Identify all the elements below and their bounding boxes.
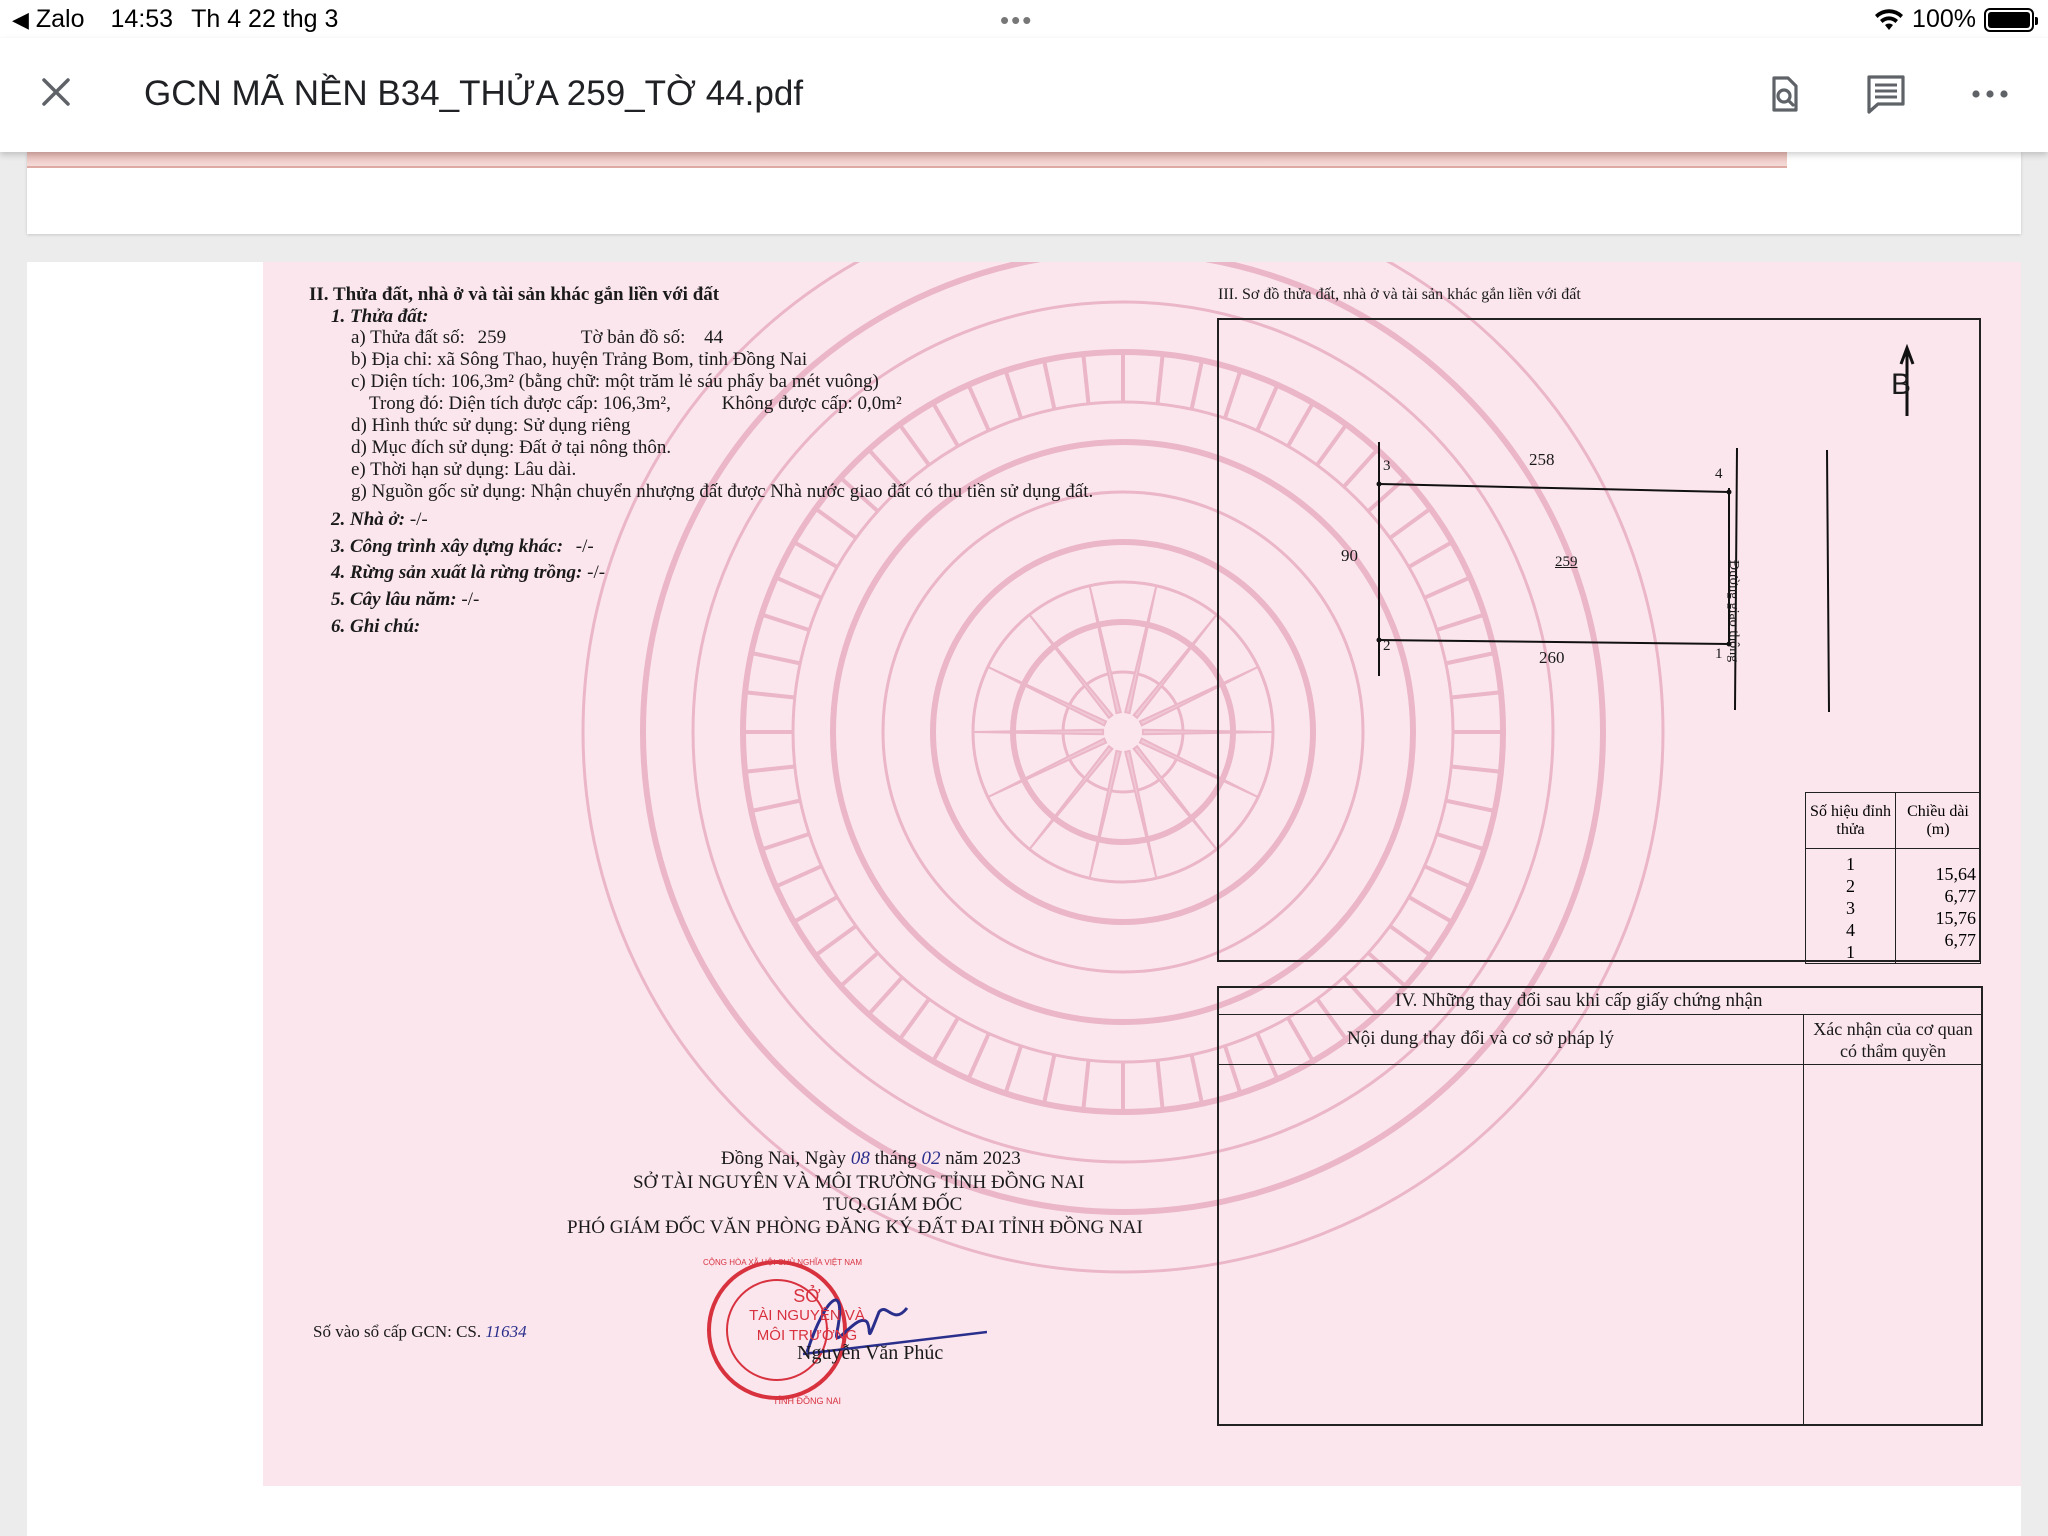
table-row: 15,76 xyxy=(1935,908,1976,928)
drum-pattern xyxy=(841,953,878,986)
map-sheet-label: Tờ bản đồ số: xyxy=(580,327,686,348)
drum-pattern xyxy=(816,926,856,955)
divider xyxy=(1219,1014,1981,1015)
parcel-number: 259 xyxy=(477,327,507,348)
close-icon[interactable] xyxy=(38,74,74,110)
other-construction-value: -/- xyxy=(575,536,594,557)
back-app-label: Zalo xyxy=(35,5,85,33)
table-row: 1 xyxy=(1846,942,1855,962)
seal-text-1: SỞ xyxy=(793,1286,821,1306)
vertex-2-label: 2 xyxy=(1383,638,1391,654)
issue-day: 08 xyxy=(850,1148,870,1169)
register-line xyxy=(313,1322,527,1342)
app-bar xyxy=(0,38,2048,152)
area-granted: Trong đó: Diện tích được cấp: 106,3m², xyxy=(369,393,671,414)
vertex-3-label: 3 xyxy=(1383,458,1391,474)
area-line: c) Diện tích: 106,3m² (bằng chữ: một trăm lẻ sáu phẩy ba mét vuông) xyxy=(351,371,879,392)
table-row: 15,64 xyxy=(1935,864,1976,884)
drum-pattern xyxy=(900,999,929,1039)
section-2 xyxy=(309,284,1209,584)
perennial-value: -/- xyxy=(461,589,480,610)
land-parcel-heading: 1. Thửa đất: xyxy=(331,306,429,327)
drum-pattern xyxy=(776,866,822,886)
map-sheet-number: 44 xyxy=(704,327,724,348)
seal-text-2: TÀI NGUYÊN VÀ xyxy=(749,1307,865,1324)
house-label: 2. Nhà ở: xyxy=(331,509,406,530)
drum-pattern xyxy=(933,1018,958,1061)
notes-label: 6. Ghi chú: xyxy=(331,616,421,637)
battery-icon xyxy=(1984,8,2034,32)
drum-pattern xyxy=(745,692,795,697)
use-purpose-line: d) Mục đích sử dụng: Đất ở tại nông thôn. xyxy=(351,437,672,458)
battery-fill xyxy=(1988,12,2030,28)
month-label: tháng xyxy=(874,1148,917,1169)
table-row: 6,77 xyxy=(1944,886,1976,906)
tuq-line: TUQ.GIÁM ĐỐC xyxy=(823,1194,963,1215)
status-bar xyxy=(0,0,2048,38)
battery-percent: 100% xyxy=(1912,5,1976,33)
back-to-app[interactable] xyxy=(12,5,85,34)
use-term-line: e) Thời hạn sử dụng: Lâu dài. xyxy=(351,459,577,480)
document-title: GCN MÃ NỀN B34_THỬA 259_TỜ 44.pdf xyxy=(144,74,804,113)
register-label: Số vào sổ cấp GCN: CS. xyxy=(313,1322,482,1341)
drum-pattern xyxy=(1044,1055,1054,1104)
status-right xyxy=(1874,5,2034,34)
parcel-bottom-boundary xyxy=(1379,640,1729,644)
table-lengths-col xyxy=(1896,849,1981,964)
origin-line: g) Nguồn gốc sử dụng: Nhận chuyển nhượng đất được Nhà nước giao đất có thu tiền sử dụng đất. xyxy=(351,481,1094,502)
issue-date-line xyxy=(721,1148,1021,1170)
perennial-label: 5. Cây lâu năm: xyxy=(331,589,457,610)
previous-page-strip xyxy=(27,152,1787,168)
drum-pattern xyxy=(869,977,902,1014)
parcel-label: a) Thửa đất số: xyxy=(351,327,465,348)
section-2-cont xyxy=(309,562,1009,672)
certificate-sheet xyxy=(263,262,2021,1486)
column-content-header: Nội dung thay đổi và cơ sở pháp lý xyxy=(1347,1028,1615,1049)
road-label: Đường giao thông xyxy=(1726,560,1741,663)
drum-pattern xyxy=(1192,1055,1202,1104)
perennial-line xyxy=(331,589,479,611)
drum-star-ray xyxy=(988,739,1106,797)
previous-page xyxy=(27,152,2021,234)
parcel-center-label: 259 xyxy=(1555,554,1578,570)
status-left xyxy=(12,5,338,34)
table-row: 6,77 xyxy=(1944,930,1976,950)
forest-value: -/- xyxy=(587,562,606,583)
register-number: 11634 xyxy=(485,1322,527,1341)
forest-line xyxy=(331,562,605,584)
divider xyxy=(1219,1064,1981,1065)
seal-text-3: MÔI TRƯỜNG xyxy=(756,1327,858,1344)
neighbor-bottom-label: 260 xyxy=(1539,648,1565,667)
other-construction-label: 3. Công trình xây dựng khác: xyxy=(331,536,564,557)
status-date: Th 4 22 thg 3 xyxy=(191,5,339,33)
table-row: 1 xyxy=(1846,854,1855,874)
pdf-page[interactable] xyxy=(27,262,2021,1536)
section-3-heading: III. Sơ đồ thửa đất, nhà ở và tài sản khác gắn liền với đất xyxy=(1218,286,1581,303)
parcel-top-boundary xyxy=(1379,484,1729,492)
drum-star-ray xyxy=(973,730,1103,734)
neighbor-top-label: 258 xyxy=(1529,450,1555,469)
section-2-heading: II. Thửa đất, nhà ở và tài sản khác gắn liền với đất xyxy=(309,284,720,305)
drum-pattern xyxy=(1083,1060,1088,1110)
drum-pattern xyxy=(762,834,810,849)
table-row: 2 xyxy=(1846,876,1855,896)
drum-pattern xyxy=(745,766,795,771)
forest-label: 4. Rừng sản xuất là rừng trồng: xyxy=(331,562,583,583)
back-triangle-icon: ◀ xyxy=(12,7,29,32)
drum-pattern xyxy=(1157,1060,1162,1110)
section-4-heading: IV. Những thay đổi sau khi cấp giấy chứng nhận xyxy=(1395,990,1763,1011)
vertex-4-label: 4 xyxy=(1715,466,1723,482)
status-time: 14:53 xyxy=(110,5,174,33)
year-label: năm 2023 xyxy=(945,1148,1021,1169)
house-value: -/- xyxy=(409,509,428,530)
table-header-point: Số hiệu đỉnh thửa xyxy=(1806,793,1896,849)
seal-ring-top: CỘNG HÒA XÃ HỘI CHỦ NGHĨA VIỆT NAM xyxy=(703,1258,862,1267)
vertex-1-label: 1 xyxy=(1715,646,1723,662)
other-construction-line xyxy=(331,536,594,558)
position-line: PHÓ GIÁM ĐỐC VĂN PHÒNG ĐĂNG KÝ ĐẤT ĐAI TỈNH ĐỒNG NAI xyxy=(567,1217,1143,1238)
drum-pattern xyxy=(1006,1046,1021,1094)
north-label: B xyxy=(1891,368,1912,401)
area-detail-line xyxy=(369,393,902,415)
seal-center-text xyxy=(747,1286,867,1346)
edge-length-table xyxy=(1805,792,1981,964)
table-row: 3 xyxy=(1846,898,1855,918)
wifi-icon xyxy=(1874,8,1904,32)
more-icon[interactable] xyxy=(1968,72,2012,116)
comment-icon[interactable] xyxy=(1864,72,1908,116)
address-line: b) Địa chỉ: xã Sông Thao, huyện Trảng Bom, tỉnh Đồng Nai xyxy=(351,349,808,370)
drum-pattern xyxy=(794,897,837,922)
drum-star-ray xyxy=(988,667,1106,725)
drum-pattern xyxy=(751,801,800,811)
changes-table-frame xyxy=(1217,986,1983,1426)
agency-name: SỞ TÀI NGUYÊN VÀ MÔI TRƯỜNG TỈNH ĐỒNG NAI xyxy=(633,1172,1085,1193)
table-points-col xyxy=(1806,849,1896,964)
use-form-line: d) Hình thức sử dụng: Sử dụng riêng xyxy=(351,415,631,436)
doc-search-icon[interactable] xyxy=(1762,72,1806,116)
neighbor-left-label: 90 xyxy=(1341,546,1358,565)
issue-month: 02 xyxy=(921,1148,941,1169)
table-row: 4 xyxy=(1846,920,1855,940)
divider xyxy=(1803,1014,1804,1426)
drum-pattern xyxy=(968,1033,988,1079)
area-not-granted: Không được cấp: 0,0m² xyxy=(721,393,902,414)
column-confirm-header: Xác nhận của cơ quan có thẩm quyền xyxy=(1813,1019,1973,1061)
signer-name: Nguyễn Văn Phúc xyxy=(797,1342,944,1364)
house-line xyxy=(331,509,428,531)
date-prefix: Đồng Nai, Ngày xyxy=(721,1148,847,1169)
multitask-dots-icon[interactable]: ••• xyxy=(1000,5,1034,35)
road-edge-right xyxy=(1827,450,1829,712)
parcel-diagram-frame xyxy=(1217,318,1981,962)
seal-ring-bottom: TỈNH ĐỒNG NAI xyxy=(772,1396,841,1406)
parcel-line xyxy=(351,327,723,349)
table-header-length: Chiều dài (m) xyxy=(1896,793,1981,849)
